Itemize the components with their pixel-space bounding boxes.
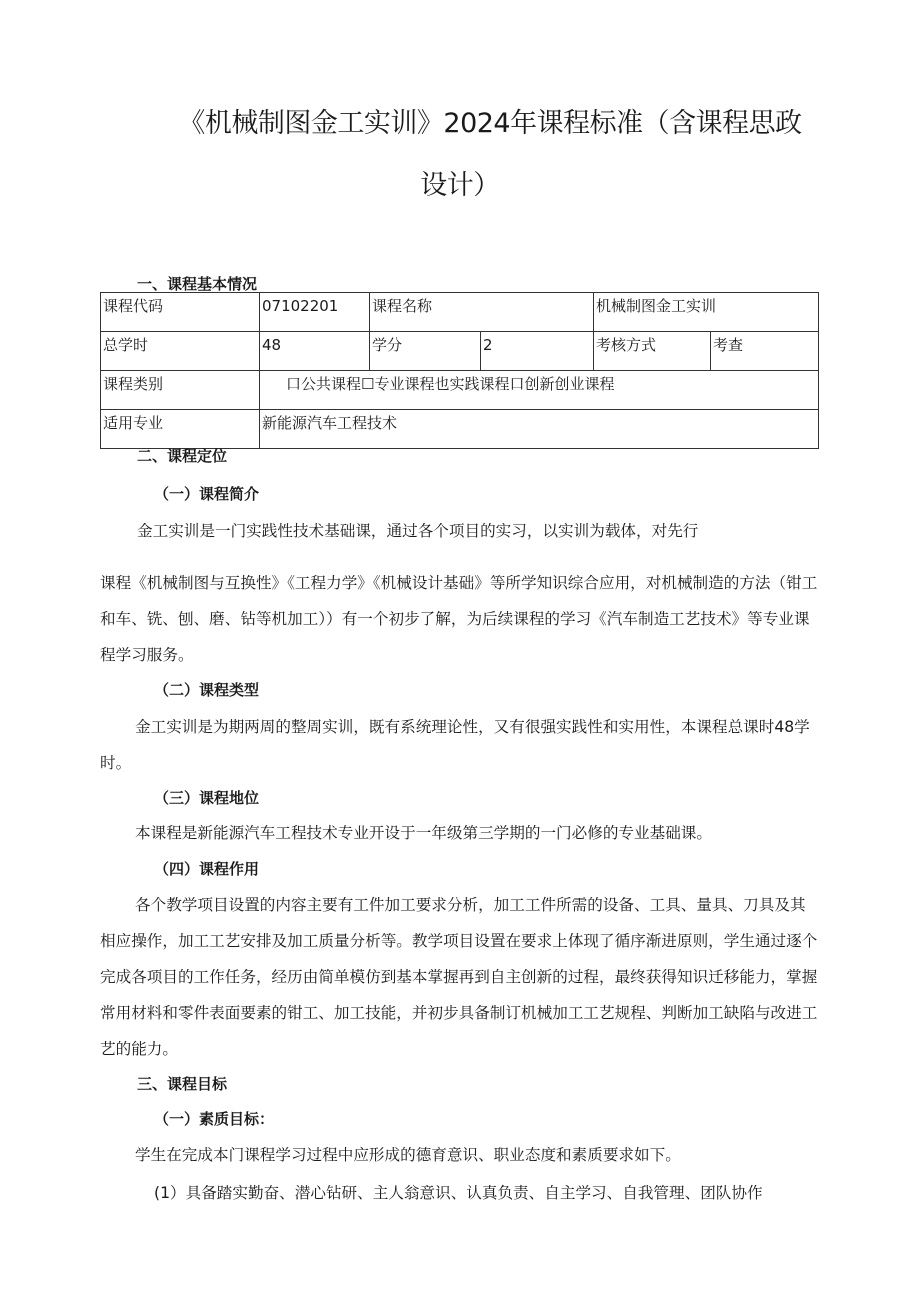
table-cell: 课程名称 — [370, 293, 594, 332]
document-title-line1: 《机械制图金工实训》2024年课程标准（含课程思政 — [178, 108, 802, 139]
paragraph-type: 金工实训是为期两周的整周实训，既有系统理论性，又有很强实践性和实用性，本课程总课时48学时。 — [100, 718, 810, 772]
document-title-line2: 设计） — [420, 170, 500, 201]
paragraph-intro-first: 金工实训是一门实践性技术基础课，通过各个项目的实习，以实训为载体，对先行 — [137, 522, 699, 540]
table-cell: 总学时 — [101, 332, 260, 371]
paragraph-role: 各个教学项目设置的内容主要有工件加工要求分析，加工工件所需的设备、工具、量具、刀具及其相应操作，加工工艺安排及加工质量分析等。教学项目设置在要求上体现了循序渐进原则，学生通过逐个完成各项目的工作任务，经历由简单模仿到基本掌握再到自主创新的过程，最终获得知识迁移能力，掌握常用材料和零件表面要素的钳工、加工技能，并初步具备制订机械加工工艺规程、判断加工缺陷与改进工艺的能力。 — [100, 896, 818, 1058]
subsection-heading-type: （二）课程类型 — [154, 681, 260, 699]
table-cell: 课程代码 — [101, 293, 260, 332]
course-info-table — [100, 292, 819, 449]
subsection-heading-intro: （一）课程简介 — [154, 485, 260, 503]
section-heading-basic-info: 一、课程基本情况 — [137, 275, 258, 293]
table-cell: 考查 — [711, 332, 819, 371]
table-cell: 48 — [260, 332, 370, 371]
table-row — [101, 293, 819, 332]
table-row — [101, 410, 819, 449]
table-cell: 新能源汽车工程技术 — [260, 410, 819, 449]
paragraph-intro-rest: 课程《机械制图与互换性》《工程力学》《机械设计基础》等所学知识综合应用，对机械制造的方法（钳工和车、铣、刨、磨、钻等机加工））有一个初步了解，为后续课程的学习《汽车制造工艺技术》等专业课程学习服务。 — [100, 574, 818, 664]
table-cell: 2 — [481, 332, 594, 371]
paragraph-status: 本课程是新能源汽车工程技术专业开设于一年级第三学期的一门必修的专业基础课。 — [135, 824, 712, 842]
list-item-quality-1: (1）具备踏实勤奋、潜心钻研、主人翁意识、认真负责、自主学习、自我管理、团队协作 — [154, 1184, 763, 1202]
subsection-heading-status: （三）课程地位 — [154, 789, 260, 807]
table-cell: 学分 — [370, 332, 481, 371]
table-row — [101, 371, 819, 410]
table-cell: 07102201 — [260, 293, 370, 332]
subsection-heading-quality: （一）素质目标： — [154, 1110, 275, 1128]
table-cell: 考核方式 — [594, 332, 711, 371]
section-heading-objectives: 三、课程目标 — [137, 1075, 228, 1093]
table-row — [101, 332, 819, 371]
table-cell: 课程类别 — [101, 371, 260, 410]
paragraph-quality: 学生在完成本门课程学习过程中应形成的德育意识、职业态度和素质要求如下。 — [135, 1146, 681, 1164]
subsection-heading-role: （四）课程作用 — [154, 860, 260, 878]
table-cell: 适用专业 — [101, 410, 260, 449]
course-category-options: 口公共课程☐专业课程也实践课程口创新创业课程 — [260, 371, 819, 410]
section-heading-positioning: 二、课程定位 — [137, 447, 228, 465]
table-cell: 机械制图金工实训 — [594, 293, 819, 332]
